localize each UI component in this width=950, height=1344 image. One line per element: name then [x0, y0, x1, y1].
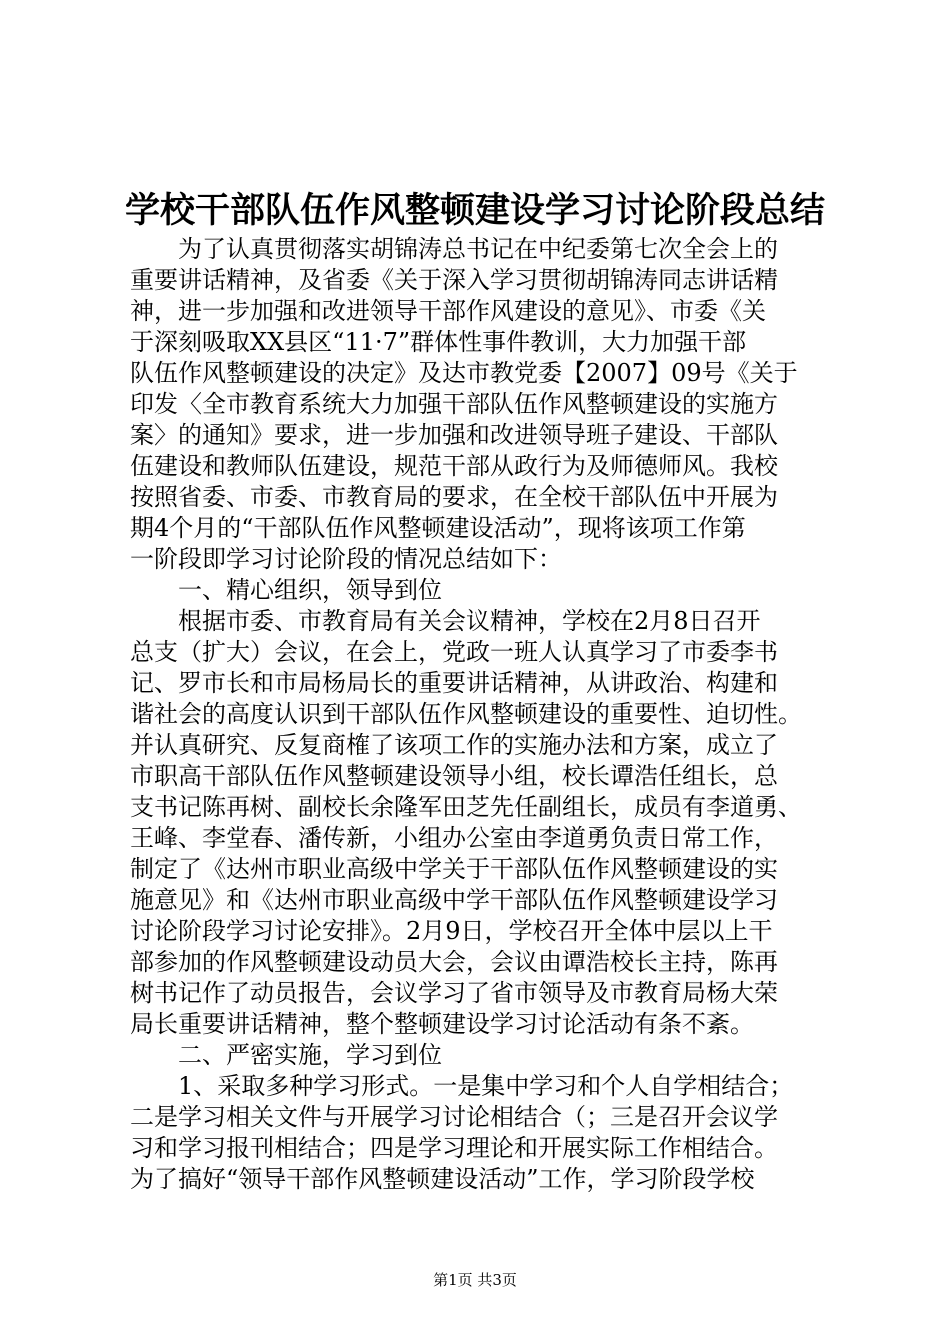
body-line: 一、精心组织，领导到位	[130, 576, 442, 604]
body-line: 谐社会的高度认识到干部队伍作风整顿建设的重要性、迫切性。	[130, 700, 802, 728]
body-line: 一阶段即学习讨论阶段的情况总结如下：	[130, 545, 562, 573]
body-line: 二、严密实施，学习到位	[130, 1041, 442, 1069]
page-footer: 第1页 共3页	[433, 1271, 517, 1289]
body-line: 局长重要讲话精神，整个整顿建设学习讨论活动有条不紊。	[130, 1010, 754, 1038]
body-line: 神，进一步加强和改进领导干部作风建设的意见》、市委《关	[130, 297, 766, 325]
body-line: 于深刻吸取XX县区“11·7”群体性事件教训，大力加强干部	[130, 328, 747, 356]
body-line: 重要讲话精神，及省委《关于深入学习贯彻胡锦涛同志讲话精	[130, 266, 778, 294]
body-line: 1、采取多种学习形式。一是集中学习和个人自学相结合；	[130, 1072, 794, 1100]
body-line: 王峰、李堂春、潘传新，小组办公室由李道勇负责日常工作，	[130, 824, 778, 852]
document-body	[130, 234, 834, 1195]
body-line: 根据市委、市教育局有关会议精神，学校在2月8日召开	[130, 607, 761, 635]
body-line: 制定了《达州市职业高级中学关于干部队伍作风整顿建设的实	[130, 855, 778, 883]
body-line: 案〉的通知》要求，进一步加强和改进领导班子建设、干部队	[130, 421, 778, 449]
body-line: 记、罗市长和市局杨局长的重要讲话精神，从讲政治、构建和	[130, 669, 778, 697]
body-line: 部参加的作风整顿建设动员大会，会议由谭浩校长主持，陈再	[130, 948, 778, 976]
body-line: 为了搞好“领导干部作风整顿建设活动”工作，学习阶段学校	[130, 1165, 755, 1193]
body-line: 按照省委、市委、市教育局的要求，在全校干部队伍中开展为	[130, 483, 778, 511]
body-line: 队伍作风整顿建设的决定》及达市教党委【2007】09号《关于	[130, 359, 798, 387]
body-line: 讨论阶段学习讨论安排》。2月9日，学校召开全体中层以上干	[130, 917, 773, 945]
body-line: 总支（扩大）会议，在会上，党政一班人认真学习了市委李书	[130, 638, 778, 666]
body-line: 树书记作了动员报告，会议学习了省市领导及市教育局杨大荣	[130, 979, 778, 1007]
body-line: 施意见》和《达州市职业高级中学干部队伍作风整顿建设学习	[130, 886, 778, 914]
body-line: 并认真研究、反复商榷了该项工作的实施办法和方案，成立了	[130, 731, 778, 759]
body-line: 市职高干部队伍作风整顿建设领导小组，校长谭浩任组长，总	[130, 762, 778, 790]
document-title: 学校干部队伍作风整顿建设学习讨论阶段总结	[124, 190, 825, 231]
body-line: 二是学习相关文件与开展学习讨论相结合（；三是召开会议学	[130, 1103, 778, 1131]
body-line: 为了认真贯彻落实胡锦涛总书记在中纪委第七次全会上的	[130, 235, 778, 263]
body-line: 期4个月的“干部队伍作风整顿建设活动”，现将该项工作第	[130, 514, 746, 542]
body-line: 印发〈全市教育系统大力加强干部队伍作风整顿建设的实施方	[130, 390, 778, 418]
body-line: 伍建设和教师队伍建设，规范干部从政行为及师德师风。我校	[130, 452, 778, 480]
body-line: 习和学习报刊相结合；四是学习理论和开展实际工作相结合。	[130, 1134, 778, 1162]
body-line: 支书记陈再树、副校长余隆军田芝先任副组长，成员有李道勇、	[130, 793, 802, 821]
